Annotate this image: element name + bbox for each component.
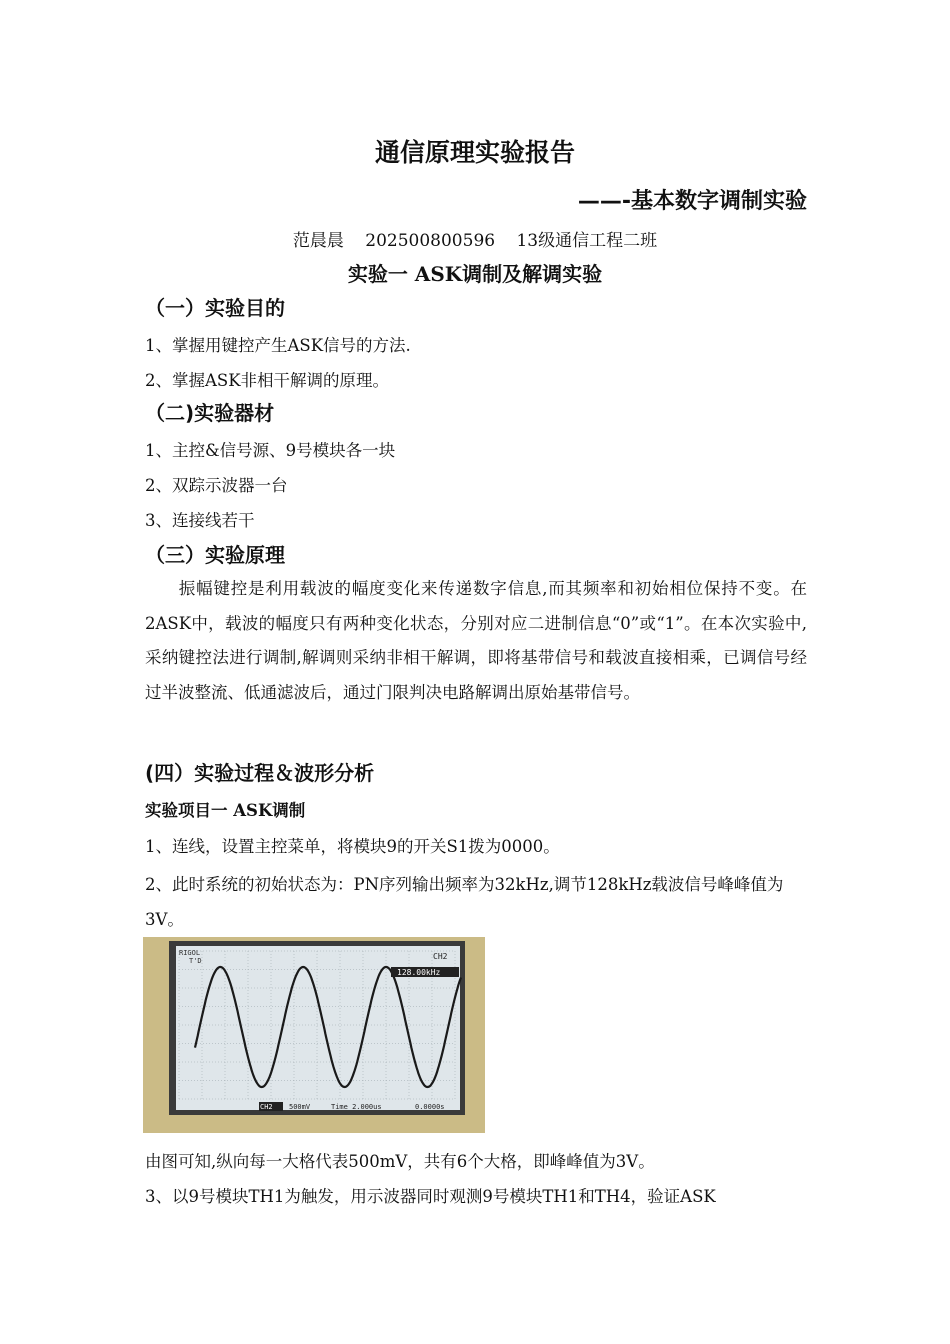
scope-brand: RIGOL [179,949,201,957]
principle-paragraph [145,572,807,710]
purpose-item-2: 2、掌握ASK非相干解调的原理。 [145,371,390,390]
scope-ch-label: CH2 [260,1103,273,1111]
author-class: 13级通信工程二班 [516,231,658,251]
report-title: 通信原理实验报告 [374,138,575,167]
scope-channel: CH2 [433,952,448,961]
scope-status: T'D [189,957,202,965]
scope-caption: 由图可知,纵向每一大格代表500mV，共有6个大格，即峰峰值为3V。 [145,1152,655,1171]
author-id: 202500800596 [365,231,496,251]
oscilloscope-screen [143,937,485,1133]
equipment-heading: （二)实验器材 [145,401,275,425]
experiment-title: 实验一 ASK调制及解调实验 [347,262,603,286]
purpose-heading: （一）实验目的 [145,296,285,320]
author-name: 范晨晨 [292,231,344,251]
principle-text: 振幅键控是利用载波的幅度变化来传递数字信息,而其频率和初始相位保持不变。在2ASK中，载波的幅度只有两种变化状态，分别对应二进制信息“0”或“1”。在本次实验中,采纳键控法进行调制,解调则采纳非相干解调，即将基带信号和载波直接相乘，已调信号经过半波整流、低通滤波后，通过门限判决电路解调出原始基带信号。 [145,579,807,702]
report-subtitle: ——-基本数字调制实验 [577,189,807,214]
author-line [0,226,950,251]
freq-readout: 128.00kHz [397,968,441,977]
step-3: 3、以9号模块TH1为触发，用示波器同时观测9号模块TH1和TH4，验证ASK [145,1187,716,1206]
purpose-item-1: 1、掌握用键控产生ASK信号的方法. [145,336,411,355]
trigger-time: 0.0000s [415,1103,445,1111]
process-heading: (四）实验过程＆波形分析 [145,761,375,785]
step-2: 2、此时系统的初始状态为：PN序列输出频率为32kHz,调节128kHz载波信号峰峰值为3V。 [145,875,784,929]
time-div: Time 2.000us [331,1103,382,1111]
equipment-item-3: 3、连接线若干 [145,511,255,530]
project-1-heading: 实验项目一 ASK调制 [145,801,306,820]
equipment-item-1: 1、主控&信号源、9号模块各一块 [145,441,396,460]
oscilloscope-photo [143,937,485,1133]
principle-heading: （三）实验原理 [145,543,285,567]
equipment-item-2: 2、双踪示波器一台 [145,476,288,495]
step-1: 1、连线，设置主控菜单，将模块9的开关S1拨为0000。 [145,837,560,856]
volts-div: 500mV [289,1103,311,1111]
